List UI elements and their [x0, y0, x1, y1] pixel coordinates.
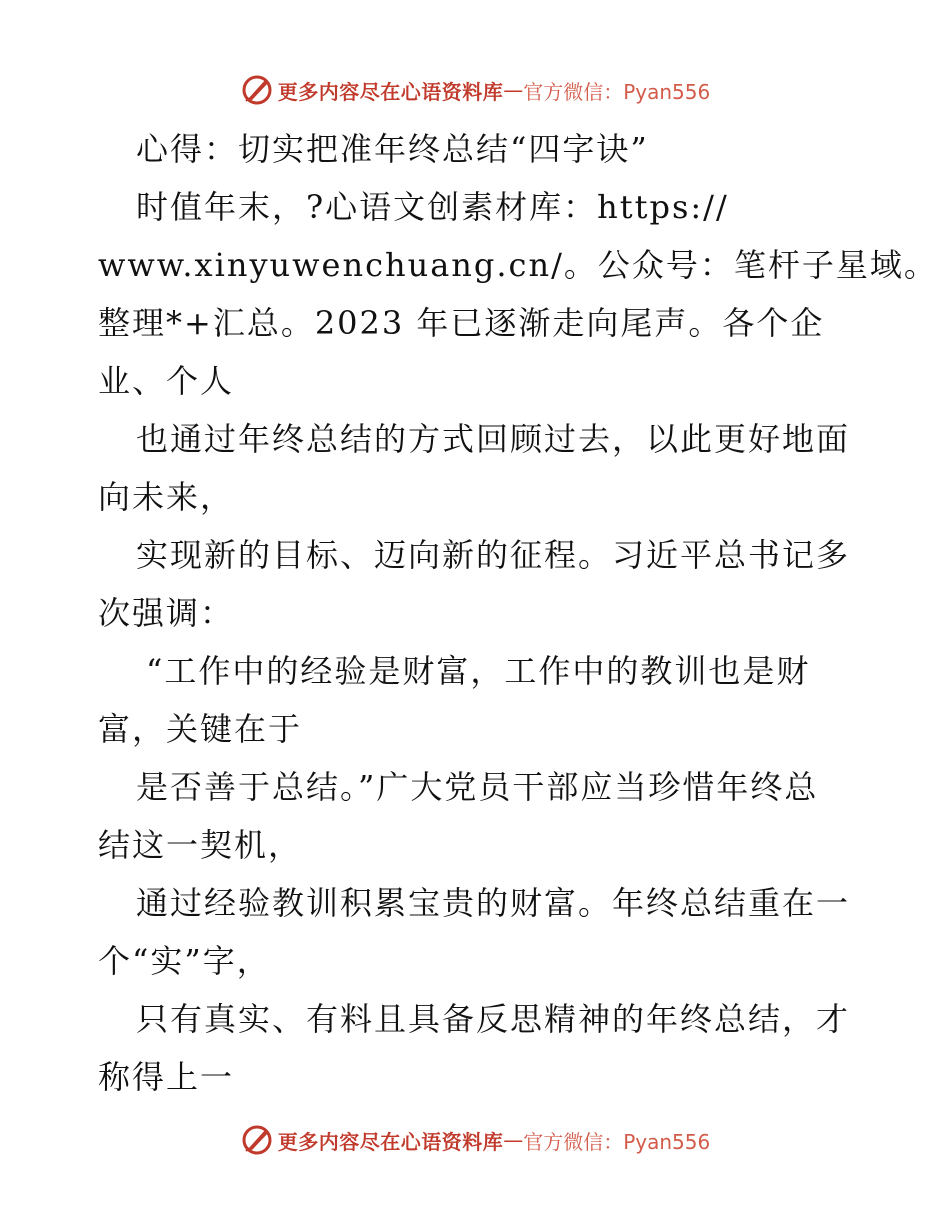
paragraph-line: 个“实”字， [98, 942, 271, 980]
paragraph-line: 是否善于总结。”广大党员干部应当珍惜年终总 [136, 768, 819, 806]
banner-wechat-text: 官方微信：Pyan556 [523, 1129, 711, 1154]
document-body [98, 120, 938, 1106]
paragraph-line: www.xinyuwenchuang.cn/。公众号：笔杆子星域。 [98, 246, 938, 284]
paragraph-line: 向未来， [98, 478, 235, 516]
paragraph-line: 次强调： [98, 594, 235, 632]
paragraph-line: 时值年末，?心语文创素材库：https:// [136, 188, 729, 226]
paragraph-line: 称得上一 [98, 1058, 235, 1096]
quill-logo-icon [240, 73, 274, 107]
paragraph-line: 也通过年终总结的方式回顾过去，以此更好地面 [136, 420, 851, 458]
footer-banner [0, 1120, 950, 1160]
banner-site-text: 更多内容尽在心语资料库 [277, 1129, 504, 1154]
paragraph-line: 业、个人 [98, 362, 235, 400]
quill-logo-icon [240, 1123, 274, 1157]
banner-separator: — [503, 78, 524, 102]
paragraph-line: 只有真实、有料且具备反思精神的年终总结，才 [136, 1000, 851, 1038]
paragraph-line: 整理*+汇总。2023 年已逐渐走向尾声。各个企 [98, 304, 825, 342]
paragraph-line: 结这一契机， [98, 826, 303, 864]
document-title: 心得：切实把准年终总结“四字诀” [136, 130, 649, 168]
banner-wechat-text: 官方微信：Pyan556 [523, 79, 711, 104]
banner-site-text: 更多内容尽在心语资料库 [277, 79, 504, 104]
quote-line: 富，关键在于 [98, 710, 303, 748]
paragraph-line: 通过经验教训积累宝贵的财富。年终总结重在一 [136, 884, 851, 922]
paragraph-line: 实现新的目标、迈向新的征程。习近平总书记多 [136, 536, 851, 574]
header-banner [0, 70, 950, 110]
banner-separator: — [503, 1128, 524, 1152]
quote-line: “工作中的经验是财富，工作中的教训也是财 [146, 652, 811, 690]
